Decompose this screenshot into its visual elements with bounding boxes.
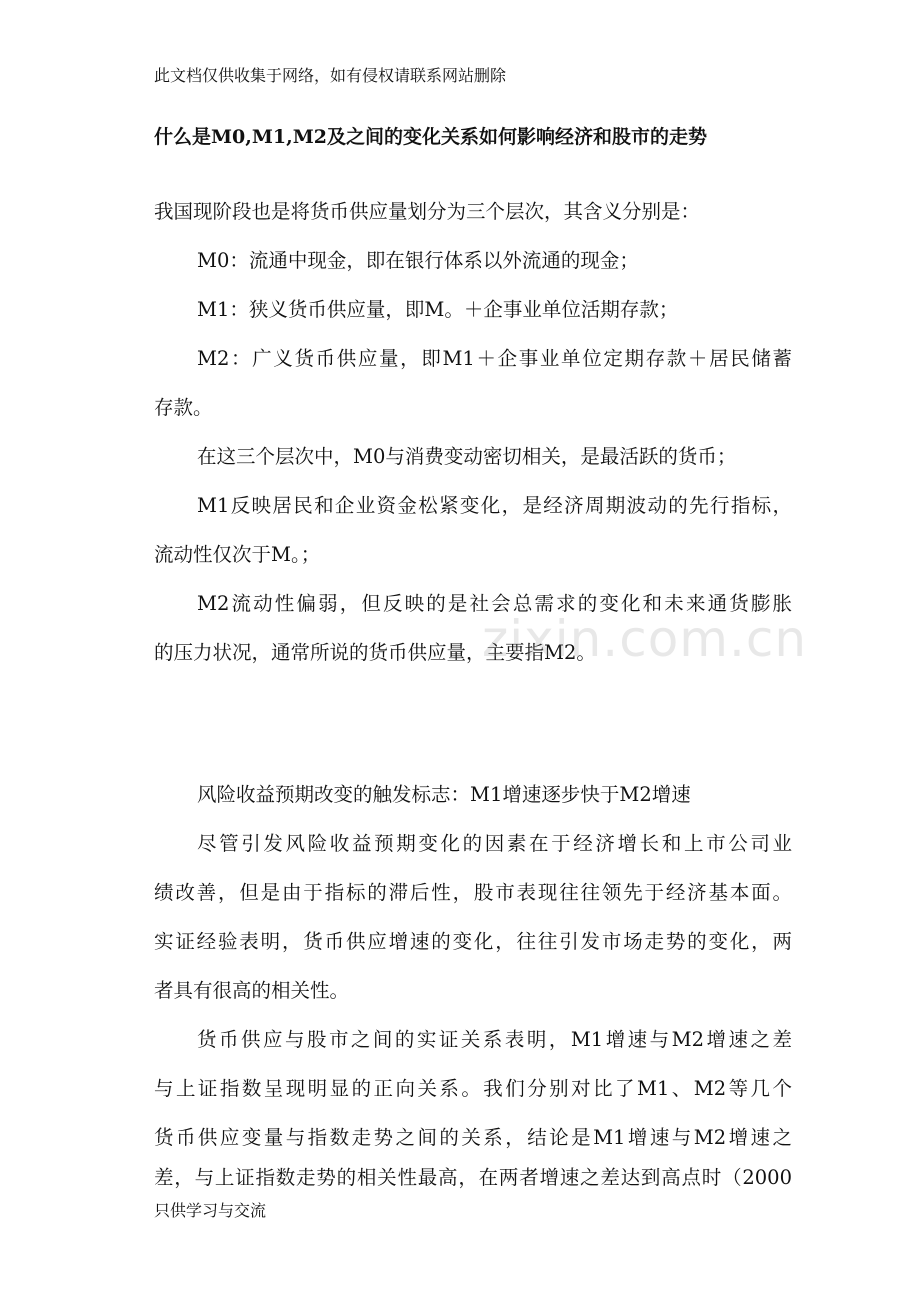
paragraph-m2-note-line2: 的压力状况，通常所说的货币供应量，主要指M2。 <box>154 641 596 664</box>
paragraph-risk-line2: 绩改善，但是由于指标的滞后性，股市表现往往领先于经济基本面。 <box>154 881 792 904</box>
document-title: 什么是M0,M1,M2及之间的变化关系如何影响经济和股市的走势 <box>154 126 707 148</box>
paragraph-m2-line2: 存款。 <box>154 396 213 419</box>
paragraph-intro: 我国现阶段也是将货币供应量划分为三个层次，其含义分别是： <box>154 200 701 223</box>
paragraph-risk-line3: 实证经验表明，货币供应增速的变化，往往引发市场走势的变化，两 <box>154 930 792 953</box>
paragraph-evidence-line4: 差，与上证指数走势的相关性最高，在两者增速之差达到高点时（2000 <box>154 1166 792 1189</box>
paragraph-m0: M0：流通中现金，即在银行体系以外流通的现金； <box>197 249 639 272</box>
header-notice: 此文档仅供收集于网络，如有侵权请联系网站删除 <box>154 66 507 85</box>
paragraph-evidence-line1: 货币供应与股市之间的实证关系表明，M1增速与M2增速之差 <box>197 1028 792 1051</box>
paragraph-m2-note-line1: M2流动性偏弱，但反映的是社会总需求的变化和未来通货膨胀 <box>197 592 792 615</box>
paragraph-m1: M1：狭义货币供应量，即M。＋企事业单位活期存款； <box>197 298 679 321</box>
paragraph-m1-note-line2: 流动性仅次于M。； <box>154 543 321 566</box>
paragraph-m2-line1: M2：广义货币供应量，即M1＋企事业单位定期存款＋居民储蓄 <box>197 347 792 370</box>
paragraph-risk-line1: 尽管引发风险收益预期变化的因素在于经济增长和上市公司业 <box>197 832 792 855</box>
section-heading: 风险收益预期改变的触发标志：M1增速逐步快于M2增速 <box>197 783 691 806</box>
paragraph-evidence-line3: 货币供应变量与指数走势之间的关系，结论是M1增速与M2增速之 <box>154 1126 792 1149</box>
footer-notice: 只供学习与交流 <box>154 1201 267 1220</box>
paragraph-evidence-line2: 与上证指数呈现明显的正向关系。我们分别对比了M1、M2等几个 <box>154 1077 792 1100</box>
watermark: zixin.com.cn <box>482 610 808 668</box>
paragraph-m1-note-line1: M1反映居民和企业资金松紧变化，是经济周期波动的先行指标， <box>197 494 792 517</box>
paragraph-risk-line4: 者具有很高的相关性。 <box>154 979 350 1002</box>
paragraph-m0-note: 在这三个层次中，M0与消费变动密切相关，是最活跃的货币； <box>197 445 737 468</box>
